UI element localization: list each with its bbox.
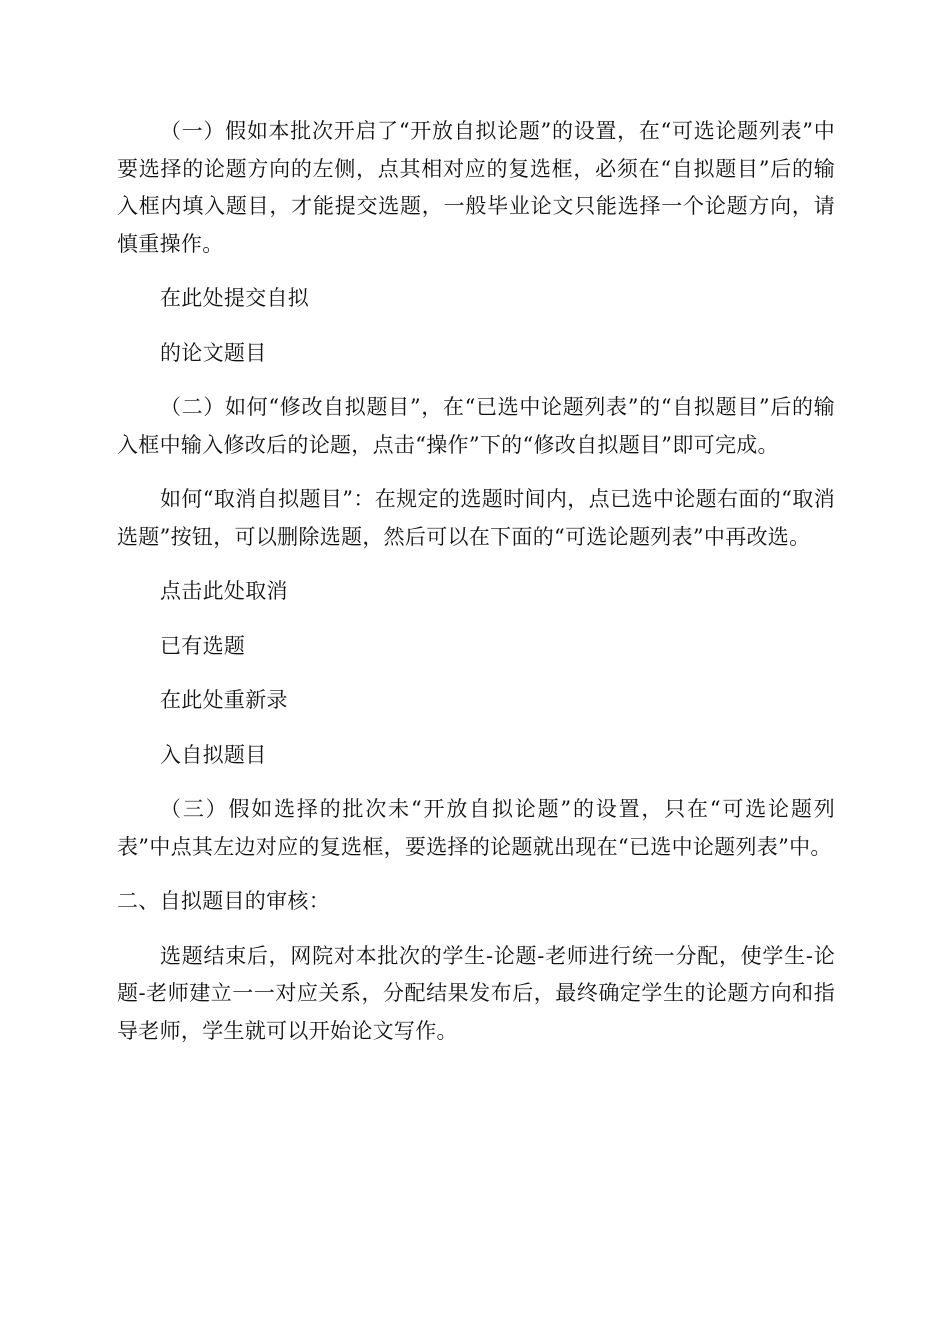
paragraph-allocation: 选题结束后，网院对本批次的学生-论题-老师进行统一分配，使学生-论题-老师建立一一对应关系，分配结果发布后，最终确定学生的论题方向和指导老师，学生就可以开始论文写作。 <box>117 943 835 1043</box>
section-heading-review: 二、自拟题目的审核： <box>117 889 330 913</box>
callout-submit-line-2: 的论文题目 <box>160 340 267 365</box>
callout-reenter-line-2: 入自拟题目 <box>160 742 267 767</box>
paragraph-modify-topic: （二）如何“修改自拟题目”，在“已选中论题列表”的“自拟题目”后的输入框中输入修改后的论题，点击“操作”下的“修改自拟题目”即可完成。 <box>117 395 835 457</box>
paragraph-open-topic: （一）假如本批次开启了“开放自拟论题”的设置，在“可选论题列表”中要选择的论题方向的左侧，点其相对应的复选框，必须在“自拟题目”后的输入框内填入题目，才能提交选题，一般毕业论文只能选择一个论题方向，请慎重操作。 <box>117 119 835 256</box>
callout-reenter-line-1: 在此处重新录 <box>160 688 288 712</box>
paragraph-cancel-topic: 如何“取消自拟题目”：在规定的选题时间内，点已选中论题右面的“取消选题”按钮，可以删除选题，然后可以在下面的“可选论题列表”中再改选。 <box>117 487 835 549</box>
callout-cancel-line-2: 已有选题 <box>160 633 246 658</box>
callout-submit-line-1: 在此处提交自拟 <box>160 286 310 310</box>
document-page <box>117 113 835 1067</box>
paragraph-closed-topic: （三）假如选择的批次未“开放自拟论题”的设置，只在“可选论题列表”中点其左边对应的复选框，要选择的论题就出现在“已选中论题列表”中。 <box>117 797 835 859</box>
callout-cancel-line-1: 点击此处取消 <box>160 579 288 603</box>
